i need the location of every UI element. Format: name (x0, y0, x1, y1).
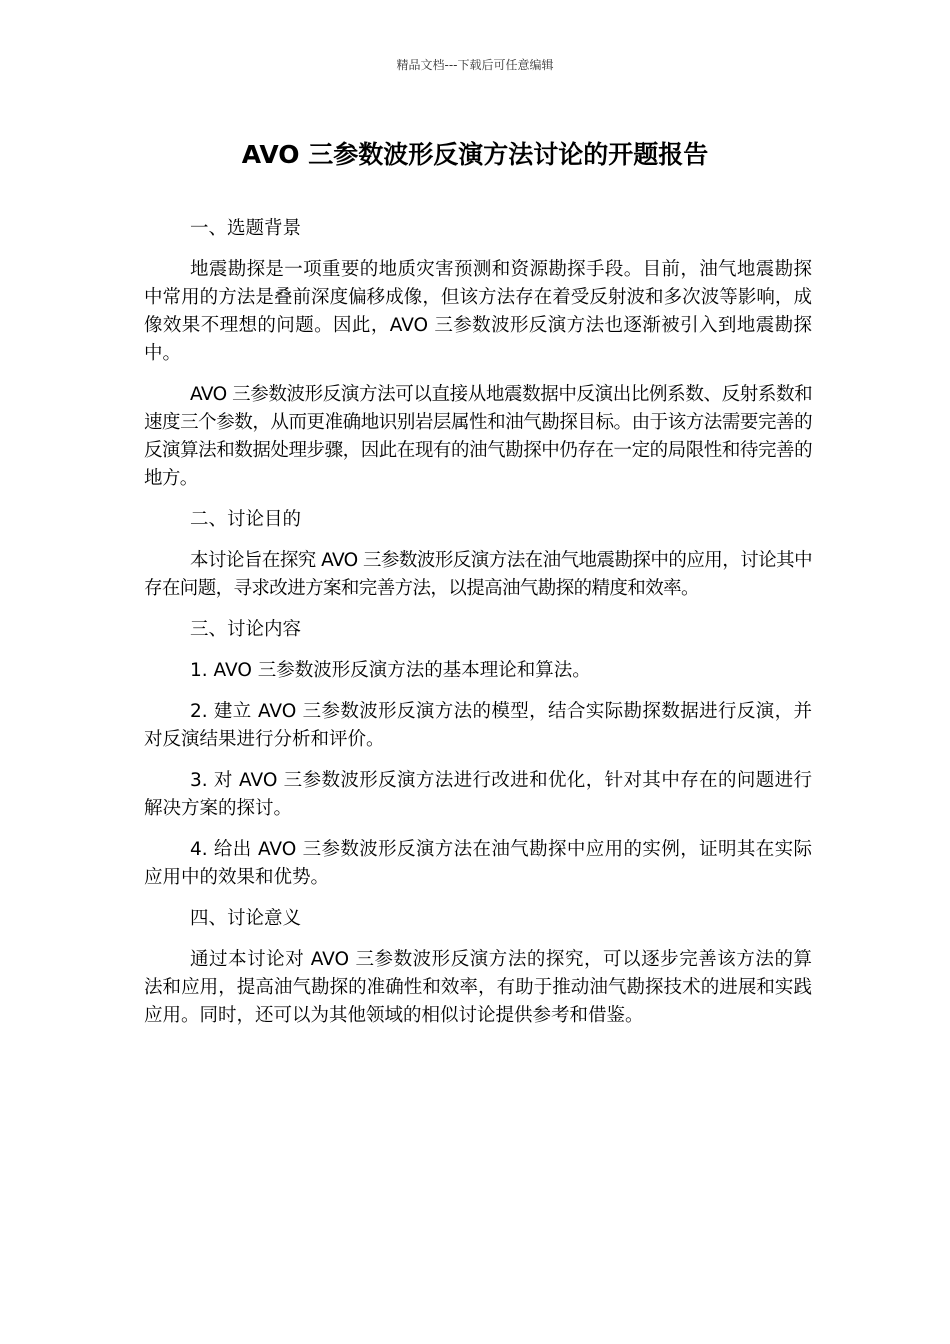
section-heading-background: 一、选题背景 (190, 218, 302, 239)
document-body (144, 215, 812, 1043)
content-item-3: 3. 对 AVO 三参数波形反演方法进行改进和优化，针对其中存在的问题进行解决方案的探讨。 (144, 770, 812, 819)
header-note: 精品文档---下载后可任意编辑 (396, 58, 554, 72)
paragraph-significance: 通过本讨论对 AVO 三参数波形反演方法的探究，可以逐步完善该方法的算法和应用，提高油气勘探的准确性和效率，有助于推动油气勘探技术的进展和实践应用。同时，还可以为其他领域的相似讨论提供参考和借鉴。 (144, 949, 812, 1026)
content-item-4: 4. 给出 AVO 三参数波形反演方法在油气勘探中应用的实例，证明其在实际应用中的效果和优势。 (144, 839, 812, 888)
document-title: AVO 三参数波形反演方法讨论的开题报告 (241, 140, 709, 169)
content-item-2: 2. 建立 AVO 三参数波形反演方法的模型，结合实际勘探数据进行反演，并对反演结果进行分析和评价。 (144, 701, 812, 750)
content-item-1: 1. AVO 三参数波形反演方法的基本理论和算法。 (190, 660, 591, 681)
section-heading-purpose: 二、讨论目的 (190, 509, 302, 530)
paragraph-purpose: 本讨论旨在探究 AVO 三参数波形反演方法在油气地震勘探中的应用，讨论其中存在问题，寻求改进方案和完善方法，以提高油气勘探的精度和效率。 (144, 550, 812, 599)
section-heading-significance: 四、讨论意义 (190, 908, 302, 929)
paragraph-background-2: AVO 三参数波形反演方法可以直接从地震数据中反演出比例系数、反射系数和速度三个参数，从而更准确地识别岩层属性和油气勘探目标。由于该方法需要完善的反演算法和数据处理步骤，因此在现有的油气勘探中仍存在一定的局限性和待完善的地方。 (144, 384, 812, 489)
paragraph-background-1: 地震勘探是一项重要的地质灾害预测和资源勘探手段。目前，油气地震勘探中常用的方法是叠前深度偏移成像，但该方法存在着受反射波和多次波等影响，成像效果不理想的问题。因此，AVO 三参数波形反演方法也逐渐被引入到地震勘探中。 (144, 259, 812, 364)
section-heading-content: 三、讨论内容 (190, 619, 302, 640)
